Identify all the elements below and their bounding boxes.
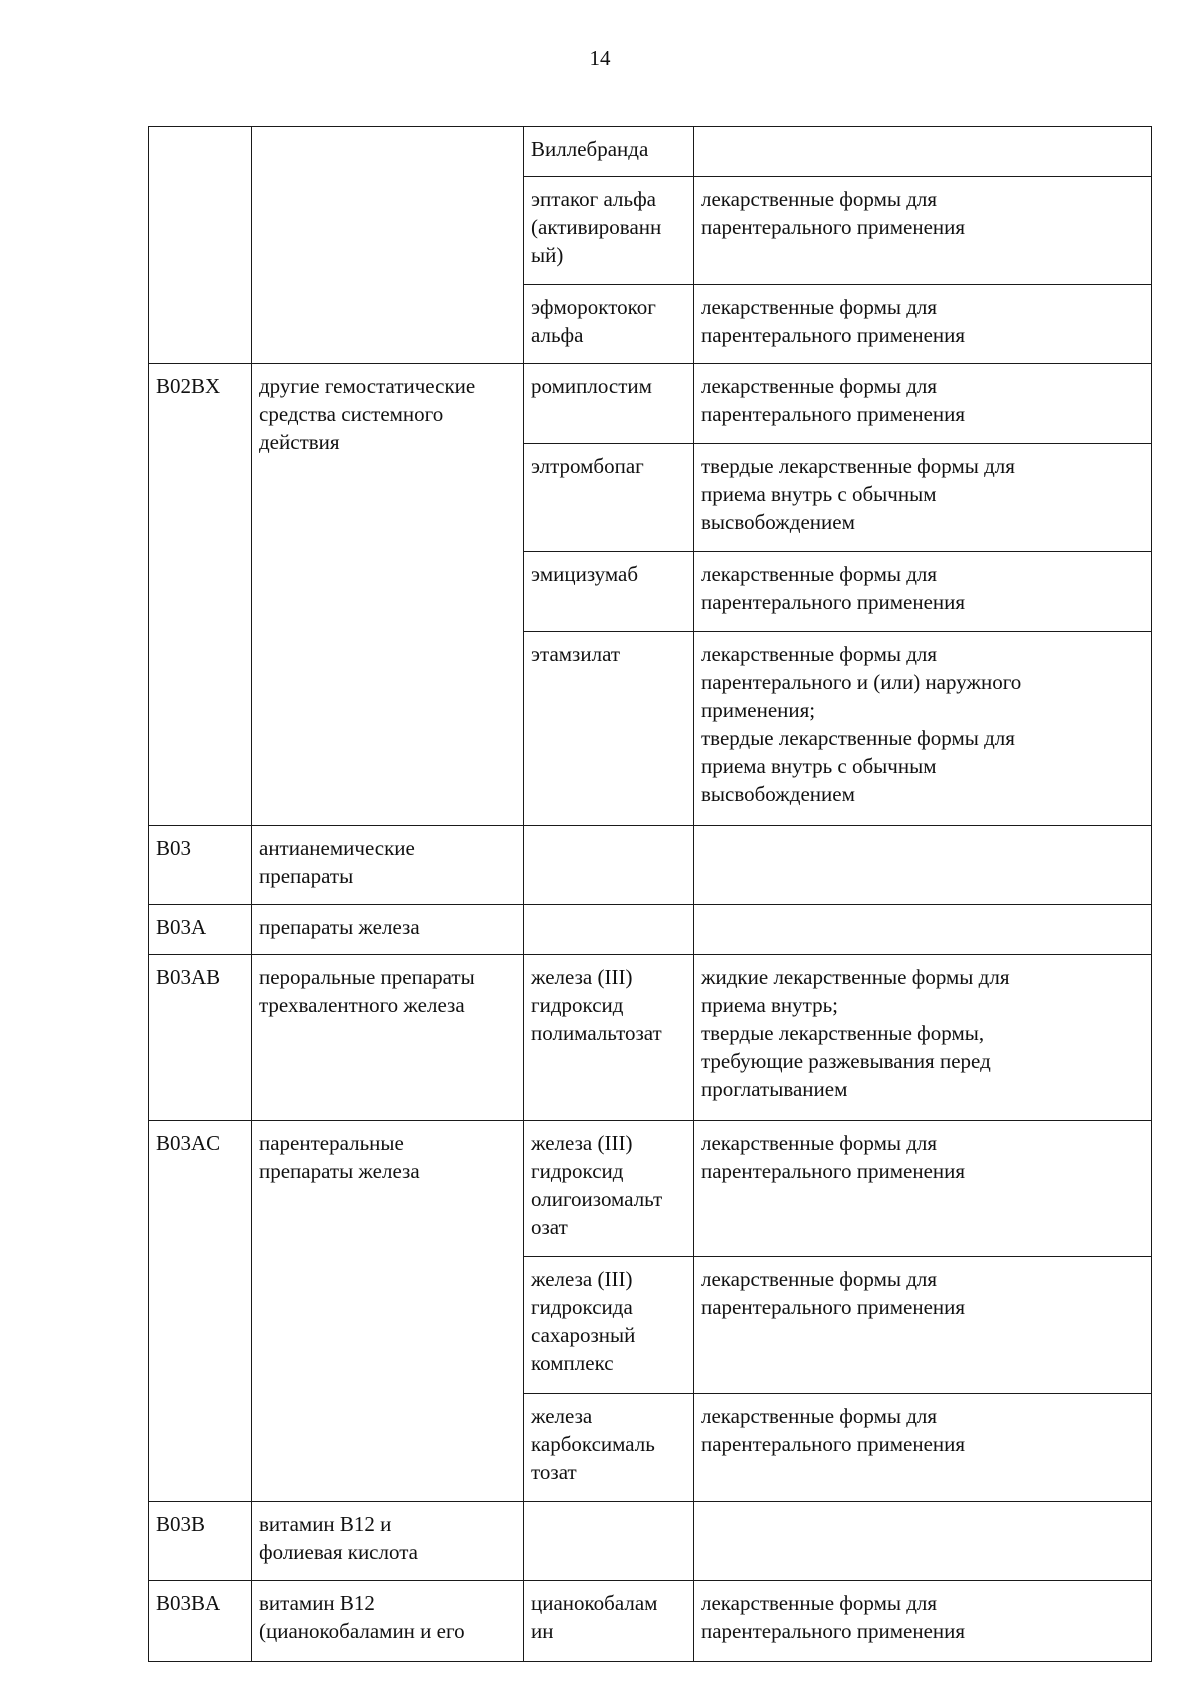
group-name-cell: другие гемостатические средства системного действия bbox=[252, 364, 524, 826]
table-row bbox=[149, 364, 1152, 444]
table-row bbox=[149, 1502, 1152, 1581]
table-row bbox=[149, 905, 1152, 955]
dosage-form-cell: жидкие лекарственные формы для приема внутрь; твердые лекарственные формы, требующие разжевывания перед проглатыванием bbox=[694, 955, 1152, 1121]
dosage-form-cell: лекарственные формы для парентерального применения bbox=[694, 1121, 1152, 1257]
dosage-form-cell bbox=[694, 905, 1152, 955]
drug-name-cell: этамзилат bbox=[524, 632, 694, 826]
table-row bbox=[149, 127, 1152, 177]
dosage-form-cell: лекарственные формы для парентерального и (или) наружного применения; твердые лекарственные формы для приема внутрь с обычным высвобождением bbox=[694, 632, 1152, 826]
table-row bbox=[149, 1581, 1152, 1662]
atc-code-cell: B03B bbox=[149, 1502, 252, 1581]
dosage-form-cell: лекарственные формы для парентерального применения bbox=[694, 285, 1152, 364]
atc-code-cell: B03 bbox=[149, 826, 252, 905]
group-name-cell: витамин B12 (цианокобаламин и его bbox=[252, 1581, 524, 1662]
drug-name-cell bbox=[524, 826, 694, 905]
dosage-form-cell bbox=[694, 826, 1152, 905]
drug-name-cell: цианокобалам ин bbox=[524, 1581, 694, 1662]
dosage-form-cell: лекарственные формы для парентерального применения bbox=[694, 177, 1152, 285]
group-name-cell: препараты железа bbox=[252, 905, 524, 955]
drug-name-cell: эптаког альфа (активированн ый) bbox=[524, 177, 694, 285]
drug-name-cell: железа (III) гидроксида сахарозный комплекс bbox=[524, 1257, 694, 1394]
group-name-cell: антианемические препараты bbox=[252, 826, 524, 905]
dosage-form-cell: лекарственные формы для парентерального применения bbox=[694, 1581, 1152, 1662]
atc-code-cell: B02BX bbox=[149, 364, 252, 826]
group-name-cell bbox=[252, 127, 524, 364]
atc-code-cell: B03AB bbox=[149, 955, 252, 1121]
drug-name-cell bbox=[524, 905, 694, 955]
atc-code-cell: B03A bbox=[149, 905, 252, 955]
drug-table bbox=[148, 126, 1152, 1662]
group-name-cell: парентеральные препараты железа bbox=[252, 1121, 524, 1502]
drug-name-cell: эфмороктоког альфа bbox=[524, 285, 694, 364]
group-name-cell: пероральные препараты трехвалентного железа bbox=[252, 955, 524, 1121]
atc-code-cell: B03AC bbox=[149, 1121, 252, 1502]
dosage-form-cell: лекарственные формы для парентерального применения bbox=[694, 1257, 1152, 1394]
group-name-cell: витамин B12 и фолиевая кислота bbox=[252, 1502, 524, 1581]
drug-name-cell: ромиплостим bbox=[524, 364, 694, 444]
dosage-form-cell: твердые лекарственные формы для приема внутрь с обычным высвобождением bbox=[694, 444, 1152, 552]
dosage-form-cell: лекарственные формы для парентерального применения bbox=[694, 1394, 1152, 1502]
drug-name-cell: эмицизумаб bbox=[524, 552, 694, 632]
table-row bbox=[149, 826, 1152, 905]
drug-name-cell: Виллебранда bbox=[524, 127, 694, 177]
dosage-form-cell: лекарственные формы для парентерального применения bbox=[694, 552, 1152, 632]
drug-name-cell: железа (III) гидроксид полимальтозат bbox=[524, 955, 694, 1121]
drug-name-cell bbox=[524, 1502, 694, 1581]
dosage-form-cell: лекарственные формы для парентерального применения bbox=[694, 364, 1152, 444]
atc-code-cell bbox=[149, 127, 252, 364]
drug-name-cell: железа (III) гидроксид олигоизомальт озат bbox=[524, 1121, 694, 1257]
page-number: 14 bbox=[589, 46, 611, 70]
table-row bbox=[149, 955, 1152, 1121]
dosage-form-cell bbox=[694, 127, 1152, 177]
dosage-form-cell bbox=[694, 1502, 1152, 1581]
drug-name-cell: элтромбопаг bbox=[524, 444, 694, 552]
atc-code-cell: B03BA bbox=[149, 1581, 252, 1662]
table-row bbox=[149, 1121, 1152, 1257]
drug-name-cell: железа карбоксималь тозат bbox=[524, 1394, 694, 1502]
